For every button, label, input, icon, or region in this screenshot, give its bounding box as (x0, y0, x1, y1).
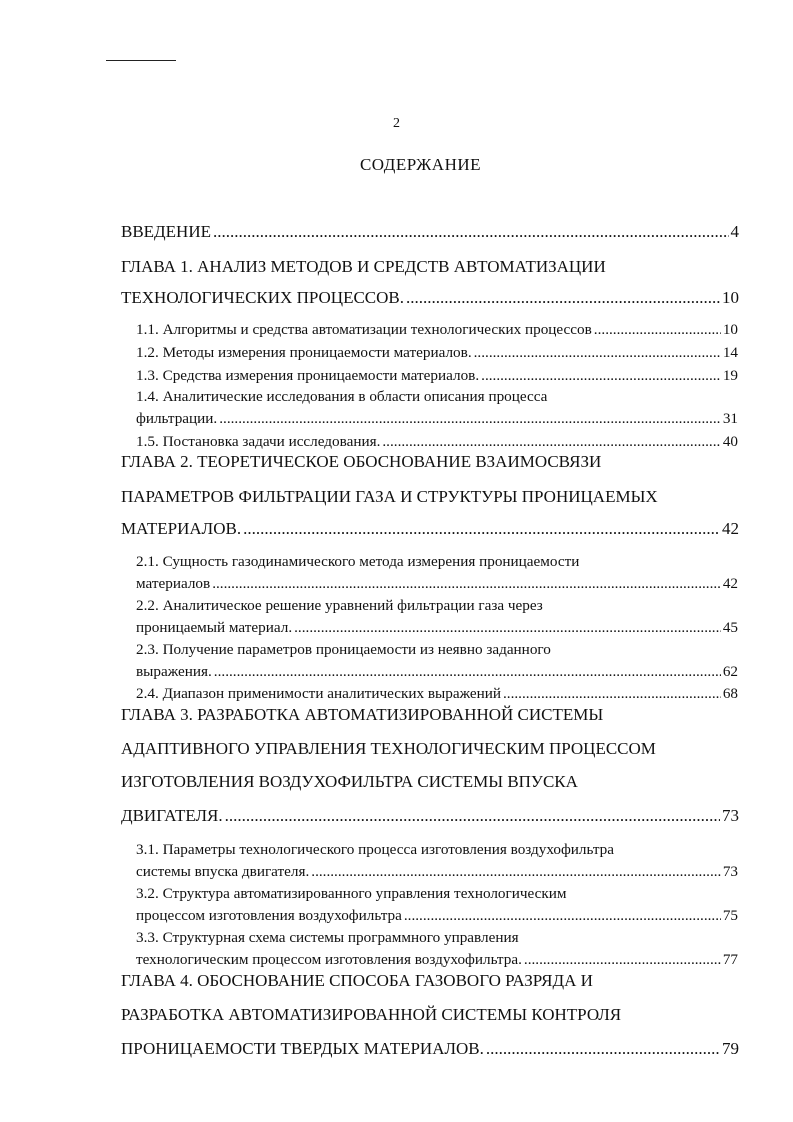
toc-entry-2-4[interactable] (136, 685, 738, 703)
toc-entry-text: фильтрации. (136, 410, 218, 427)
toc-page-number: 68 (722, 685, 738, 702)
toc-entry-3-3[interactable] (136, 951, 738, 969)
toc-entry-3-2-line1[interactable]: 3.2. Структура автоматизированного управления технологическим (136, 885, 567, 902)
toc-entry-text: ТЕХНОЛОГИЧЕСКИХ ПРОЦЕССОВ. (121, 288, 404, 307)
toc-dot-leader (486, 1039, 720, 1059)
page-number: 2 (393, 116, 400, 131)
toc-page-number: 45 (722, 619, 738, 636)
toc-page-number: 14 (722, 344, 738, 361)
toc-entry-text: 1.5. Постановка задачи исследования. (136, 433, 381, 450)
toc-entry-2-2-line1[interactable]: 2.2. Аналитическое решение уравнений фильтрации газа через (136, 597, 543, 614)
toc-page-number: 75 (722, 907, 738, 924)
toc-entry-3-2[interactable] (136, 907, 738, 925)
toc-entry-2-2[interactable] (136, 619, 738, 637)
toc-page-number: 79 (722, 1039, 739, 1058)
toc-entry-chapter-4[interactable] (121, 1039, 739, 1059)
toc-dot-leader (213, 222, 729, 242)
toc-dot-leader (214, 663, 721, 681)
toc-entry-text: процессом изготовления воздухофильтра (136, 907, 402, 924)
toc-entry-text: ПРОНИЦАЕМОСТИ ТВЕРДЫХ МАТЕРИАЛОВ. (121, 1039, 484, 1058)
toc-entry-2-1[interactable] (136, 575, 738, 593)
toc-entry-1-2[interactable] (136, 344, 738, 362)
toc-page-number: 10 (722, 321, 738, 338)
toc-entry-text: материалов (136, 575, 211, 592)
scan-artifact-line (106, 60, 176, 61)
toc-page-number: 42 (722, 575, 738, 592)
toc-entry-text: МАТЕРИАЛОВ. (121, 519, 242, 538)
toc-entry-intro[interactable] (121, 222, 739, 242)
toc-entry-3-1-line1[interactable]: 3.1. Параметры технологического процесса изготовления воздухофильтра (136, 841, 615, 858)
toc-entry-text: проницаемый материал. (136, 619, 293, 636)
toc-dot-leader (311, 863, 721, 881)
toc-entry-2-1-line1[interactable]: 2.1. Сущность газодинамического метода измерения проницаемости (136, 553, 580, 570)
toc-entry-1-3[interactable] (136, 367, 738, 385)
toc-dot-leader (294, 619, 721, 637)
toc-dot-leader (219, 410, 721, 428)
toc-entry-2-3[interactable] (136, 663, 738, 681)
page-title: СОДЕРЖАНИЕ (359, 155, 482, 174)
toc-entry-text: 2.4. Диапазон применимости аналитических выражений (136, 685, 501, 702)
toc-chapter-3-heading-line3[interactable]: ИЗГОТОВЛЕНИЯ ВОЗДУХОФИЛЬТРА СИСТЕМЫ ВПУСКА (121, 772, 578, 791)
toc-chapter-2-heading[interactable]: ГЛАВА 2. ТЕОРЕТИЧЕСКОЕ ОБОСНОВАНИЕ ВЗАИМОСВЯЗИ (121, 452, 602, 471)
toc-dot-leader (382, 433, 720, 451)
toc-chapter-4-heading-line2[interactable]: РАЗРАБОТКА АВТОМАТИЗИРОВАННОЙ СИСТЕМЫ КОНТРОЛЯ (121, 1005, 622, 1024)
toc-entry-text: технологическим процессом изготовления воздухофильтра. (136, 951, 522, 968)
toc-dot-leader (474, 344, 721, 362)
toc-entry-text: ДВИГАТЕЛЯ. (121, 806, 223, 825)
toc-dot-leader (594, 321, 721, 339)
toc-entry-text: ВВЕДЕНИЕ (121, 222, 211, 241)
toc-entry-text: 1.3. Средства измерения проницаемости материалов. (136, 367, 480, 384)
toc-page-number: 73 (722, 863, 738, 880)
toc-entry-1-1[interactable] (136, 321, 738, 339)
toc-page-number: 40 (722, 433, 738, 450)
toc-page-number: 77 (722, 951, 738, 968)
toc-entry-1-5[interactable] (136, 433, 738, 451)
toc-entry-text: 1.2. Методы измерения проницаемости материалов. (136, 344, 472, 361)
toc-entry-chapter-3[interactable] (121, 806, 739, 826)
toc-entry-1-4[interactable] (136, 410, 738, 428)
toc-page-number: 19 (722, 367, 738, 384)
toc-dot-leader (481, 367, 721, 385)
toc-dot-leader (243, 519, 720, 539)
toc-page-number: 4 (730, 222, 739, 241)
toc-page-number: 10 (722, 288, 739, 307)
toc-entry-3-1[interactable] (136, 863, 738, 881)
toc-page-number: 42 (722, 519, 739, 538)
toc-entry-3-3-line1[interactable]: 3.3. Структурная схема системы программного управления (136, 929, 519, 946)
toc-entry-text: 1.1. Алгоритмы и средства автоматизации технологических процессов (136, 321, 592, 338)
toc-page-number: 73 (722, 806, 739, 825)
toc-page-number: 62 (722, 663, 738, 680)
toc-chapter-2-heading-line2[interactable]: ПАРАМЕТРОВ ФИЛЬТРАЦИИ ГАЗА И СТРУКТУРЫ ПРОНИЦАЕМЫХ (121, 487, 658, 506)
toc-chapter-4-heading[interactable]: ГЛАВА 4. ОБОСНОВАНИЕ СПОСОБА ГАЗОВОГО РАЗРЯДА И (121, 971, 593, 990)
toc-entry-chapter-1[interactable] (121, 288, 739, 308)
toc-dot-leader (406, 288, 720, 308)
toc-chapter-3-heading-line2[interactable]: АДАПТИВНОГО УПРАВЛЕНИЯ ТЕХНОЛОГИЧЕСКИМ ПРОЦЕССОМ (121, 739, 656, 758)
toc-entry-2-3-line1[interactable]: 2.3. Получение параметров проницаемости из неявно заданного (136, 641, 551, 658)
toc-dot-leader (212, 575, 721, 593)
toc-chapter-3-heading[interactable]: ГЛАВА 3. РАЗРАБОТКА АВТОМАТИЗИРОВАННОЙ СИСТЕМЫ (121, 705, 604, 724)
toc-page-number: 31 (722, 410, 738, 427)
toc-dot-leader (524, 951, 721, 969)
toc-chapter-1-heading[interactable]: ГЛАВА 1. АНАЛИЗ МЕТОДОВ И СРЕДСТВ АВТОМАТИЗАЦИИ (121, 257, 606, 276)
toc-dot-leader (225, 806, 720, 826)
toc-entry-1-4-line1[interactable]: 1.4. Аналитические исследования в области описания процесса (136, 388, 548, 405)
toc-entry-chapter-2[interactable] (121, 519, 739, 539)
toc-entry-text: выражения. (136, 663, 212, 680)
toc-entry-text: системы впуска двигателя. (136, 863, 310, 880)
toc-dot-leader (503, 685, 721, 703)
toc-dot-leader (404, 907, 721, 925)
